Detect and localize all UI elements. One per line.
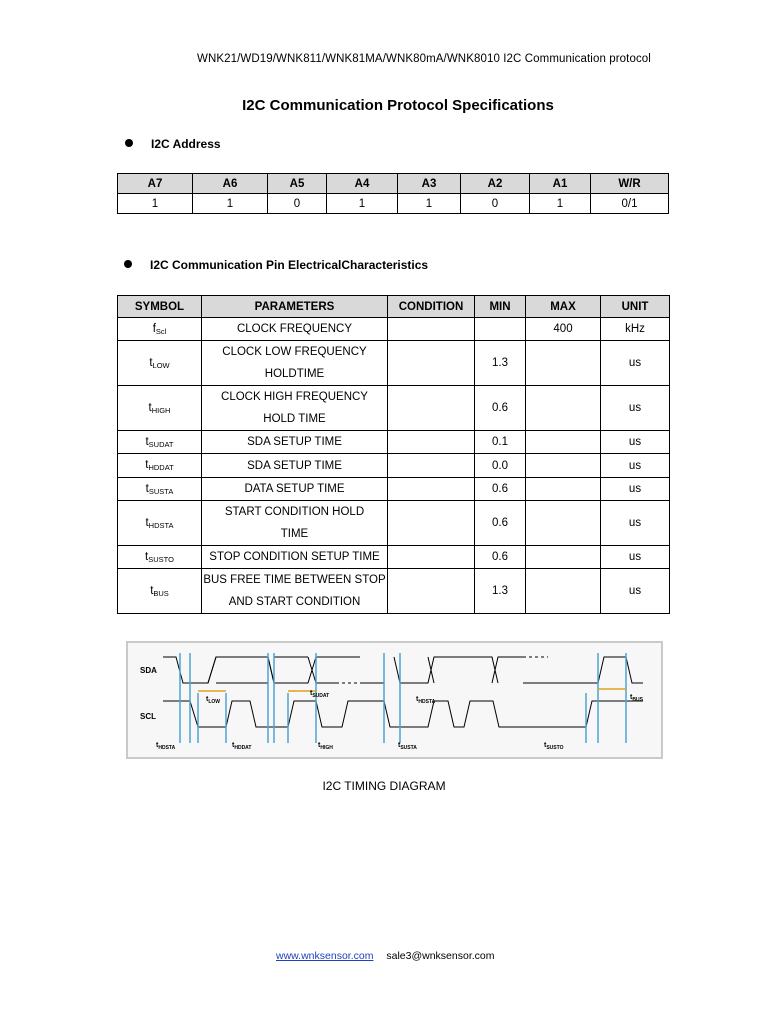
scl-waveform — [163, 701, 643, 727]
table-row — [118, 501, 670, 546]
t-susto-sub: SUSTO — [546, 745, 564, 751]
parameter-cell — [202, 501, 388, 546]
t-hdsta-sub: HDSTA — [418, 699, 436, 705]
condition-cell — [388, 431, 475, 454]
min-cell: 0.6 — [475, 386, 526, 431]
symbol-main: t — [149, 356, 153, 369]
address-header-cell: A2 — [461, 174, 530, 194]
symbol-subscript: SUSTO — [148, 554, 174, 564]
parameter-cell — [202, 386, 388, 431]
symbol-cell — [118, 478, 202, 501]
symbol-subscript: SUSTA — [148, 486, 174, 496]
max-cell — [526, 501, 601, 546]
min-cell: 1.3 — [475, 341, 526, 386]
parameter-line-1: SDA SETUP TIME — [247, 436, 342, 448]
min-cell: 0.0 — [475, 454, 526, 478]
parameter-line-2: TIME — [280, 528, 309, 540]
parameter-line-2: AND START CONDITION — [228, 596, 361, 608]
page-title: I2C Communication Protocol Specifications — [242, 97, 554, 114]
max-cell — [526, 431, 601, 454]
timing-markers — [180, 653, 626, 743]
electrical-characteristics-table — [117, 295, 670, 614]
address-value-cell: 0 — [461, 194, 530, 214]
t-hddat-label: $t_{HDDAT}$ — [232, 742, 252, 751]
i2c-timing-diagram — [126, 641, 663, 759]
address-header-cell: A4 — [327, 174, 398, 194]
symbol-cell — [118, 546, 202, 569]
table-row — [118, 386, 670, 431]
address-value-row — [118, 194, 669, 214]
sda-data-bus — [216, 657, 643, 683]
unit-cell: kHz — [601, 318, 670, 341]
parameter-cell — [202, 341, 388, 386]
sda-label: SDA — [140, 666, 157, 675]
condition-cell — [388, 501, 475, 546]
symbol-main: t — [145, 516, 149, 529]
unit-cell: us — [601, 546, 670, 569]
min-cell: 0.6 — [475, 501, 526, 546]
max-cell — [526, 569, 601, 614]
bullet-icon — [124, 260, 132, 268]
symbol-main: t — [145, 550, 149, 563]
address-header-cell: A5 — [268, 174, 327, 194]
parameter-cell — [202, 478, 388, 501]
symbol-main: t — [150, 584, 154, 597]
symbol-cell — [118, 318, 202, 341]
max-cell — [526, 478, 601, 501]
spec-header-row — [118, 296, 670, 318]
spec-header-cell: MAX — [526, 296, 601, 318]
document-header: WNK21/WD19/WNK811/WNK81MA/WNK80mA/WNK8010 I2C Communication protocol — [197, 53, 651, 65]
symbol-cell — [118, 341, 202, 386]
address-value-cell: 0 — [268, 194, 327, 214]
scl-label: SCL — [140, 712, 156, 721]
pin-section-label: I2C Communication Pin ElectricalCharacteristics — [150, 258, 429, 272]
max-cell — [526, 341, 601, 386]
condition-cell — [388, 386, 475, 431]
max-cell — [526, 454, 601, 478]
footer — [276, 950, 495, 962]
t-low-label: $t_{LOW}$ — [206, 696, 221, 705]
condition-cell — [388, 341, 475, 386]
t-susta-sub: SUSTA — [400, 745, 417, 751]
diagram-caption: I2C TIMING DIAGRAM — [322, 779, 446, 793]
t-bus-sub: BUS — [632, 697, 643, 703]
symbol-subscript: HDSTA — [148, 520, 174, 530]
symbol-subscript: LOW — [152, 360, 170, 370]
parameter-line-2: HOLD TIME — [263, 413, 326, 425]
table-row — [118, 431, 670, 454]
condition-cell — [388, 454, 475, 478]
address-header-cell: W/R — [591, 174, 669, 194]
symbol-cell — [118, 431, 202, 454]
t-hddat-sub: HDDAT — [234, 745, 252, 751]
symbol-main: t — [145, 435, 149, 448]
address-value-cell: 1 — [193, 194, 268, 214]
unit-cell: us — [601, 454, 670, 478]
sda-waveform — [163, 657, 336, 683]
unit-cell: us — [601, 569, 670, 614]
spec-header-cell: CONDITION — [388, 296, 475, 318]
min-cell: 0.6 — [475, 546, 526, 569]
condition-cell — [388, 318, 475, 341]
address-value-cell: 1 — [118, 194, 193, 214]
table-row — [118, 318, 670, 341]
address-value-cell: 1 — [530, 194, 591, 214]
spec-header-cell: SYMBOL — [118, 296, 202, 318]
max-cell — [526, 546, 601, 569]
parameter-line-1: CLOCK LOW FREQUENCY — [222, 346, 367, 358]
max-cell — [526, 386, 601, 431]
unit-cell: us — [601, 478, 670, 501]
timing-arrows — [198, 689, 626, 691]
condition-cell — [388, 546, 475, 569]
parameter-cell — [202, 318, 388, 341]
table-row — [118, 341, 670, 386]
min-cell: 0.1 — [475, 431, 526, 454]
parameter-cell — [202, 454, 388, 478]
t-high-sub: HIGH — [320, 745, 333, 751]
parameter-cell — [202, 546, 388, 569]
condition-cell — [388, 569, 475, 614]
contact-email: sale3@wnksensor.com — [386, 950, 495, 962]
symbol-subscript: HIGH — [151, 405, 171, 415]
address-value-cell: 1 — [398, 194, 461, 214]
address-header-cell: A1 — [530, 174, 591, 194]
min-cell: 0.6 — [475, 478, 526, 501]
table-row — [118, 546, 670, 569]
parameter-line-1: DATA SETUP TIME — [244, 483, 345, 495]
parameter-line-2: HOLDTIME — [264, 368, 325, 380]
sda-waveform-lower — [208, 657, 216, 683]
symbol-main: t — [145, 482, 149, 495]
symbol-main: t — [148, 401, 152, 414]
t-susta-label: $t_{SUSTA}$ — [398, 742, 417, 751]
unit-cell: us — [601, 341, 670, 386]
symbol-cell — [118, 569, 202, 614]
condition-cell — [388, 478, 475, 501]
spec-header-cell: PARAMETERS — [202, 296, 388, 318]
address-section-label: I2C Address — [151, 137, 221, 151]
symbol-subscript: HDDAT — [148, 463, 174, 472]
bullet-icon — [125, 139, 133, 147]
symbol-main: t — [145, 459, 149, 471]
website-link[interactable]: www.wnksensor.com — [276, 950, 374, 962]
address-header-row — [118, 174, 669, 194]
parameter-line-1: START CONDITION HOLD — [224, 506, 365, 518]
t-low-sub: LOW — [208, 699, 221, 705]
symbol-subscript: SUDAT — [148, 439, 174, 449]
address-value-cell: 1 — [327, 194, 398, 214]
symbol-cell — [118, 386, 202, 431]
address-header-cell: A7 — [118, 174, 193, 194]
address-value-cell: 0/1 — [591, 194, 669, 214]
parameter-line-1: STOP CONDITION SETUP TIME — [209, 551, 380, 563]
max-cell: 400 — [526, 318, 601, 341]
parameter-line-1: SDA SETUP TIME — [247, 459, 342, 472]
spec-header-cell: MIN — [475, 296, 526, 318]
min-cell — [475, 318, 526, 341]
address-header-cell: A3 — [398, 174, 461, 194]
unit-cell: us — [601, 431, 670, 454]
sda-dashed — [336, 657, 548, 683]
symbol-cell — [118, 454, 202, 478]
parameter-cell — [202, 431, 388, 454]
table-row — [118, 454, 670, 478]
unit-cell: us — [601, 501, 670, 546]
min-cell: 1.3 — [475, 569, 526, 614]
spec-header-cell: UNIT — [601, 296, 670, 318]
parameter-line-1: CLOCK HIGH FREQUENCY — [221, 391, 368, 403]
t-sudat-sub: SUDAT — [312, 693, 330, 699]
table-row — [118, 569, 670, 614]
t-susto-label: $t_{SUSTO}$ — [544, 742, 564, 751]
symbol-subscript: Scl — [155, 326, 167, 336]
address-table — [117, 173, 669, 214]
t-sudat-label: $t_{SUDAT}$ — [310, 690, 330, 699]
symbol-cell — [118, 501, 202, 546]
t-hdsta2-sub: HDSTA — [158, 745, 176, 751]
symbol-subscript: BUS — [153, 588, 169, 598]
unit-cell: us — [601, 386, 670, 431]
symbol-main: f — [152, 322, 156, 335]
t-hdsta2-label: $t_{HDSTA}$ — [156, 742, 176, 751]
t-high-label: $t_{HIGH}$ — [318, 742, 333, 751]
t-bus-label: $t_{BUS}$ — [630, 694, 643, 703]
table-row — [118, 478, 670, 501]
timing-diagram-svg — [128, 643, 661, 757]
parameter-cell — [202, 569, 388, 614]
parameter-line-1: BUS FREE TIME BETWEEN STOP — [203, 574, 386, 586]
t-hdsta-label: $t_{HDSTA}$ — [416, 696, 436, 705]
parameter-line-1: CLOCK FREQUENCY — [236, 323, 353, 335]
address-header-cell: A6 — [193, 174, 268, 194]
